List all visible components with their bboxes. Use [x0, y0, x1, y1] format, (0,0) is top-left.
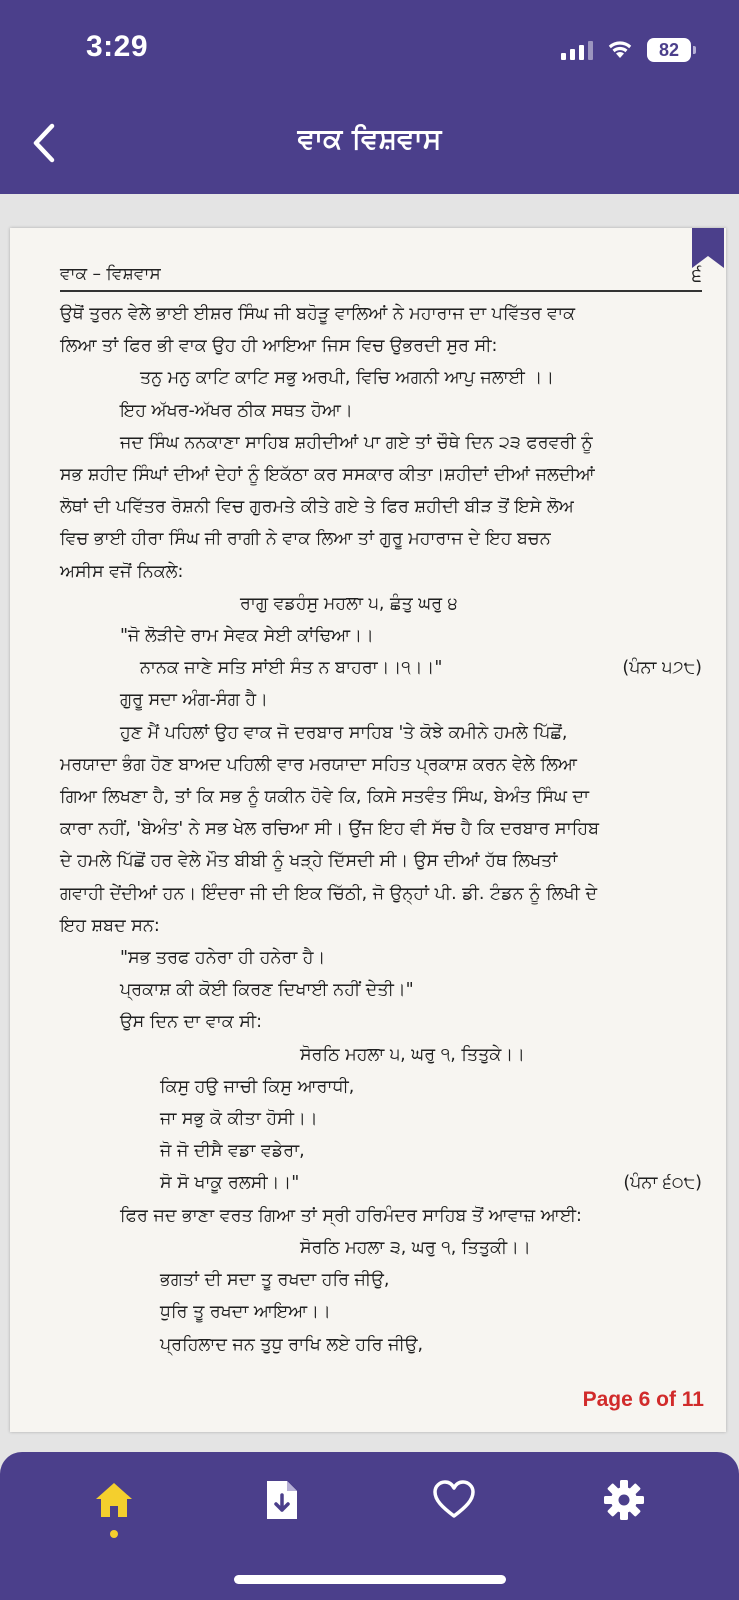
- gear-icon: [603, 1479, 645, 1521]
- active-tab-indicator: [110, 1530, 118, 1538]
- text-line: ਸਭ ਸ਼ਹੀਦ ਸਿੰਘਾਂ ਦੀਆਂ ਦੇਹਾਂ ਨੂੰ ਇਕੱਠਾ ਕਰ ਸਸਕਾਰ ਕੀਤਾ।ਸ਼ਹੀਦਾਂ ਦੀਆਂ ਜਲਦੀਆਂ: [60, 465, 595, 486]
- page-reference: (ਪੰਨਾ ੫੭੮): [622, 658, 702, 679]
- text-line: ਅਸੀਸ ਵਜੋਂ ਨਿਕਲੇ:: [60, 561, 184, 582]
- page-indicator: Page 6 of 11: [582, 1388, 704, 1411]
- text-line: ਗਵਾਹੀ ਦੇਂਦੀਆਂ ਹਨ। ਇੰਦਰਾ ਜੀ ਦੀ ਇਕ ਚਿੱਠੀ, ਜੋ ਉਨ੍ਹਾਂ ਪੀ. ਡੀ. ਟੰਡਨ ਨੂੰ ਲਿਖੀ ਦੇ: [60, 883, 598, 904]
- running-head: [60, 264, 702, 292]
- verse-line: ਨਾਨਕ ਜਾਣੇ ਸਤਿ ਸਾਂਈ ਸੰਤ ਨ ਬਾਹਰਾ।।੧।।": [140, 658, 443, 679]
- printed-page-number: ੬: [691, 262, 702, 286]
- status-bar: [0, 0, 739, 96]
- verse-line: ਭਗਤਾਂ ਦੀ ਸਦਾ ਤੂ ਰਖਦਾ ਹਰਿ ਜੀਉ,: [160, 1270, 390, 1291]
- text-line: ਗੁਰੂ ਸਦਾ ਅੰਗ-ਸੰਗ ਹੈ।: [120, 690, 268, 711]
- tab-favorites[interactable]: [424, 1470, 484, 1530]
- verse-line: ਧੁਰਿ ਤੂ ਰਖਦਾ ਆਇਆ।।: [160, 1302, 331, 1323]
- wifi-icon: [607, 40, 633, 60]
- document-page[interactable]: [10, 228, 726, 1432]
- text-line: ਵਿਚ ਭਾਈ ਹੀਰਾ ਸਿੰਘ ਜੀ ਰਾਗੀ ਨੇ ਵਾਕ ਲਿਆ ਤਾਂ ਗੁਰੂ ਮਹਾਰਾਜ ਦੇ ਇਹ ਬਚਨ: [60, 529, 551, 550]
- nav-header: [0, 96, 739, 194]
- text-line: ਉਸ ਦਿਨ ਦਾ ਵਾਕ ਸੀ:: [120, 1012, 263, 1033]
- text-line: ਦੇ ਹਮਲੇ ਪਿੱਛੋਂ ਹਰ ਵੇਲੇ ਮੌਤ ਬੀਬੀ ਨੂੰ ਖੜ੍ਹੇ ਦਿੱਸਦੀ ਸੀ। ਉਸ ਦੀਆਂ ਹੱਥ ਲਿਖਤਾਂ: [60, 851, 558, 872]
- verse-line: ਜਾ ਸਭੁ ਕੋ ਕੀਤਾ ਹੋਸੀ।।: [160, 1109, 318, 1130]
- status-icons: [561, 36, 691, 64]
- verse-line: ਤਨੁ ਮਨੁ ਕਾਟਿ ਕਾਟਿ ਸਭੁ ਅਰਪੀ, ਵਿਚਿ ਅਗਨੀ ਆਪੁ ਜਲਾਈ ।।: [140, 368, 555, 389]
- tab-download[interactable]: [252, 1470, 312, 1530]
- status-time: 3:29: [86, 30, 149, 63]
- text-line: ਇਹ ਸ਼ਬਦ ਸਨ:: [60, 915, 160, 936]
- verse-line: ਜੋ ਜੋ ਦੀਸੈ ਵਡਾ ਵਡੇਰਾ,: [160, 1141, 305, 1162]
- heart-icon: [432, 1480, 476, 1520]
- page-title: ਵਾਕ ਵਿਸ਼ਵਾਸ: [297, 122, 442, 155]
- text-line: ਮਰਯਾਦਾ ਭੰਗ ਹੋਣ ਬਾਅਦ ਪਹਿਲੀ ਵਾਰ ਮਰਯਾਦਾ ਸਹਿਤ ਪ੍ਰਕਾਸ਼ ਕਰਨ ਵੇਲੇ ਲਿਆ: [60, 754, 577, 775]
- tab-settings[interactable]: [594, 1470, 654, 1530]
- download-icon: [264, 1478, 300, 1522]
- verse-heading: ਰਾਗੁ ਵਡਹੰਸੁ ਮਹਲਾ ੫, ਛੰਤੁ ਘਰੁ ੪: [240, 593, 458, 614]
- text-line: ਲਿਆ ਤਾਂ ਫਿਰ ਭੀ ਵਾਕ ਉਹ ਹੀ ਆਇਆ ਜਿਸ ਵਿਚ ਉਭਰਦੀ ਸੁਰ ਸੀ:: [60, 336, 498, 357]
- quote-line: "ਸਭ ਤਰਫ ਹਨੇਰਾ ਹੀ ਹਨੇਰਾ ਹੈ।: [120, 948, 326, 969]
- verse-line: "ਜੋ ਲੋੜੀਦੇ ਰਾਮ ਸੇਵਕ ਸੇਈ ਕਾਂਢਿਆ।।: [120, 626, 374, 647]
- verse-heading: ਸੋਰਠਿ ਮਹਲਾ ੩, ਘਰੁ ੧, ਤਿਤੁਕੀ।।: [300, 1237, 531, 1258]
- text-line: ਜਦ ਸਿੰਘ ਨਨਕਾਣਾ ਸਾਹਿਬ ਸ਼ਹੀਦੀਆਂ ਪਾ ਗਏ ਤਾਂ ਚੌਥੇ ਦਿਨ ੨੩ ਫਰਵਰੀ ਨੂੰ: [120, 432, 593, 453]
- verse-row: [60, 1167, 702, 1199]
- verse-heading: ਸੋਰਠਿ ਮਹਲਾ ੫, ਘਰੁ ੧, ਤਿਤੁਕੇ।।: [300, 1044, 525, 1065]
- page-text: [60, 298, 702, 1361]
- battery-icon: 82: [647, 38, 691, 62]
- home-indicator: [234, 1575, 506, 1584]
- cellular-signal-icon: [561, 40, 593, 60]
- text-line: ਲੋਥਾਂ ਦੀ ਪਵਿੱਤਰ ਰੋਸ਼ਨੀ ਵਿਚ ਗੁਰਮਤੇ ਕੀਤੇ ਗਏ ਤੇ ਫਿਰ ਸ਼ਹੀਦੀ ਬੀੜ ਤੋਂ ਇਸੇ ਲੋਅ: [60, 497, 574, 518]
- text-line: ਕਾਰਾ ਨਹੀਂ, 'ਬੇਅੰਤ' ਨੇ ਸਭ ਖੇਲ ਰਚਿਆ ਸੀ। ਉਂਜ ਇਹ ਵੀ ਸੱਚ ਹੈ ਕਿ ਦਰਬਾਰ ਸਾਹਿਬ: [60, 819, 600, 840]
- text-line: ਹੁਣ ਮੈਂ ਪਹਿਲਾਂ ਉਹ ਵਾਕ ਜੋ ਦਰਬਾਰ ਸਾਹਿਬ 'ਤੇ ਕੋਝੇ ਕਮੀਨੇ ਹਮਲੇ ਪਿੱਛੋਂ,: [120, 722, 568, 743]
- running-title: ਵਾਕ – ਵਿਸ਼ਵਾਸ: [60, 264, 161, 284]
- text-line: ਗਿਆ ਲਿਖਣਾ ਹੈ, ਤਾਂ ਕਿ ਸਭ ਨੂੰ ਯਕੀਨ ਹੋਵੇ ਕਿ, ਕਿਸੇ ਸਤਵੰਤ ਸਿੰਘ, ਬੇਅੰਤ ਸਿੰਘ ਦਾ: [60, 787, 590, 808]
- quote-line: ਪ੍ਰਕਾਸ਼ ਕੀ ਕੋਈ ਕਿਰਣ ਦਿਖਾਈ ਨਹੀਂ ਦੇਤੀ।": [120, 980, 414, 1001]
- text-line: ਇਹ ਅੱਖਰ-ਅੱਖਰ ਠੀਕ ਸਥਤ ਹੋਆ।: [120, 400, 353, 421]
- verse-line: ਪ੍ਰਹਿਲਾਦ ਜਨ ਤੁਧੁ ਰਾਖਿ ਲਏ ਹਰਿ ਜੀਉ,: [160, 1334, 424, 1355]
- verse-row: [60, 652, 702, 684]
- page-reference: (ਪੰਨਾ ੬੦੮): [623, 1173, 702, 1194]
- home-icon: [93, 1480, 135, 1520]
- verse-line: ਸੋ ਸੋ ਖਾਕੂ ਰਲਸੀ।।": [160, 1173, 300, 1194]
- tab-home[interactable]: [84, 1470, 144, 1530]
- text-line: ਫਿਰ ਜਦ ਭਾਣਾ ਵਰਤ ਗਿਆ ਤਾਂ ਸ੍ਰੀ ਹਰਿਮੰਦਰ ਸਾਹਿਬ ਤੋਂ ਆਵਾਜ਼ ਆਈ:: [120, 1205, 582, 1226]
- verse-line: ਕਿਸੁ ਹਉ ਜਾਚੀ ਕਿਸੁ ਆਰਾਧੀ,: [160, 1076, 355, 1097]
- text-line: ਉਥੋਂ ਤੁਰਨ ਵੇਲੇ ਭਾਈ ਈਸ਼ਰ ਸਿੰਘ ਜੀ ਬਹੋੜੂ ਵਾਲਿਆਂ ਨੇ ਮਹਾਰਾਜ ਦਾ ਪਵਿੱਤਰ ਵਾਕ: [60, 304, 576, 324]
